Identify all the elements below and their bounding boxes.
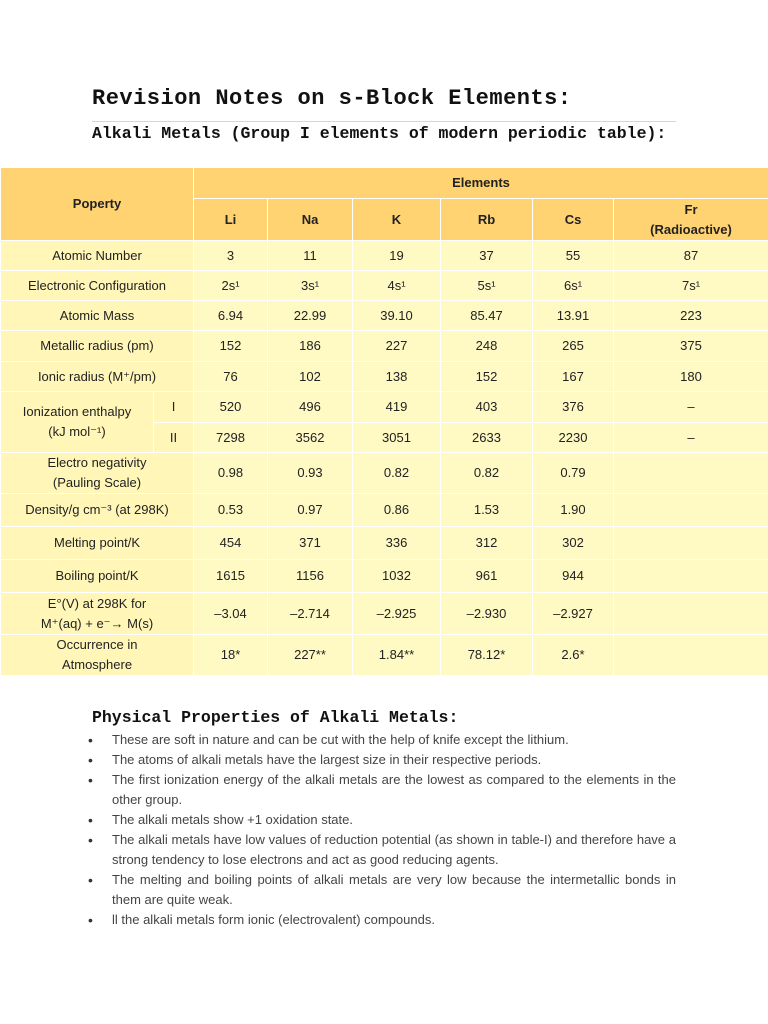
value-cell: 1032 [353,560,441,593]
table-row [1,271,768,301]
value-cell [614,560,768,593]
ionization-sublabel: I [154,392,194,423]
value-cell: 371 [268,527,353,560]
bullet-list [88,730,676,930]
value-cell [614,635,768,676]
value-cell: 0.82 [441,453,533,494]
value-cell: 961 [441,560,533,593]
property-label: Melting point/K [1,527,194,560]
page-title: Revision Notes on s-Block Elements: [92,86,572,111]
value-cell: –2.927 [533,593,614,635]
value-cell: 1615 [194,560,268,593]
bullet-icon: • [88,912,93,928]
bullet-icon: • [88,732,93,748]
value-cell: 7s¹ [614,271,768,301]
value-cell: 0.79 [533,453,614,494]
value-cell: 18* [194,635,268,676]
value-cell: 312 [441,527,533,560]
value-cell: 87 [614,241,768,271]
list-item [88,830,676,870]
value-cell: 403 [441,392,533,423]
list-item-text: These are soft in nature and can be cut with the help of knife except the lithium. [112,732,569,747]
element-header: Cs [533,199,614,241]
value-cell: 22.99 [268,301,353,331]
value-cell: 248 [441,331,533,362]
value-cell: 520 [194,392,268,423]
list-item-text: The atoms of alkali metals have the largest size in their respective periods. [112,752,542,767]
value-cell [614,527,768,560]
property-label: E°(V) at 298K for M⁺(aq) + e⁻→ M(s) [1,593,194,635]
value-cell: 1.84** [353,635,441,676]
element-header: Rb [441,199,533,241]
list-item [88,810,676,830]
value-cell: 223 [614,301,768,331]
list-item-text: The alkali metals have low values of reduction potential (as shown in table-I) and therefore have a strong tendency to lose electrons and act as good reducing agents. [112,832,676,867]
value-cell: 5s¹ [441,271,533,301]
value-cell: 227** [268,635,353,676]
value-cell: 0.86 [353,494,441,527]
list-item [88,910,676,930]
value-cell: 3051 [353,423,441,453]
value-cell: –2.925 [353,593,441,635]
element-header: K [353,199,441,241]
value-cell: 0.93 [268,453,353,494]
element-header: Na [268,199,353,241]
value-cell: 4s¹ [353,271,441,301]
list-item [88,750,676,770]
ionization-sublabel: II [154,423,194,453]
list-item-text: The first ionization energy of the alkali metals are the lowest as compared to the elements in the other group. [112,772,676,807]
value-cell: 6.94 [194,301,268,331]
value-cell: 944 [533,560,614,593]
table-row [1,392,768,423]
table-row [1,331,768,362]
section-title: Physical Properties of Alkali Metals: [92,708,459,727]
table-row [1,494,768,527]
value-cell: 1.90 [533,494,614,527]
value-cell: –3.04 [194,593,268,635]
list-item [88,870,676,910]
value-cell: 496 [268,392,353,423]
value-cell: –2.714 [268,593,353,635]
value-cell: 7298 [194,423,268,453]
list-item [88,730,676,750]
value-cell: 0.82 [353,453,441,494]
value-cell: 3562 [268,423,353,453]
property-label: Occurrence in Atmosphere [1,635,194,676]
value-cell: 3s¹ [268,271,353,301]
table-row [1,453,768,494]
value-cell: 11 [268,241,353,271]
value-cell: 37 [441,241,533,271]
value-cell: 55 [533,241,614,271]
value-cell: 0.53 [194,494,268,527]
value-cell: 302 [533,527,614,560]
list-item [88,770,676,810]
value-cell: 265 [533,331,614,362]
value-cell: – [614,423,768,453]
property-label: Ionic radius (M⁺/pm) [1,362,194,392]
value-cell: 2230 [533,423,614,453]
value-cell: – [614,392,768,423]
value-cell: 227 [353,331,441,362]
list-item-text: The melting and boiling points of alkali metals are very low because the intermetallic bonds in them are quite weak. [112,872,676,907]
table-header-row [1,168,768,199]
elements-header: Elements [194,168,768,199]
bullet-icon: • [88,772,93,788]
value-cell: 102 [268,362,353,392]
value-cell: 0.98 [194,453,268,494]
element-header: Li [194,199,268,241]
table-heading: Alkali Metals (Group I elements of modern periodic table): [92,124,667,143]
bullet-icon: • [88,752,93,768]
table-row [1,635,768,676]
value-cell: 1156 [268,560,353,593]
property-label: Density/g cm⁻³ (at 298K) [1,494,194,527]
table-row [1,362,768,392]
value-cell: 336 [353,527,441,560]
title-divider [92,121,676,122]
value-cell: 2s¹ [194,271,268,301]
element-header: Fr (Radioactive) [614,199,768,241]
bullet-icon: • [88,812,93,828]
table-row [1,301,768,331]
list-item-text: ll the alkali metals form ionic (electrovalent) compounds. [112,912,435,927]
value-cell: 39.10 [353,301,441,331]
value-cell: 19 [353,241,441,271]
value-cell: 13.91 [533,301,614,331]
value-cell: –2.930 [441,593,533,635]
value-cell: 0.97 [268,494,353,527]
value-cell: 152 [441,362,533,392]
bullet-icon: • [88,872,93,888]
property-label: Atomic Mass [1,301,194,331]
property-label: Metallic radius (pm) [1,331,194,362]
property-label: Boiling point/K [1,560,194,593]
value-cell: 167 [533,362,614,392]
value-cell: 376 [533,392,614,423]
property-header: Poperty [1,168,194,241]
table-row [1,560,768,593]
value-cell [614,453,768,494]
value-cell: 6s¹ [533,271,614,301]
property-label: Atomic Number [1,241,194,271]
table-row [1,527,768,560]
bullet-icon: • [88,832,93,848]
property-label: Electronic Configuration [1,271,194,301]
table-row [1,241,768,271]
property-label: Electro negativity (Pauling Scale) [1,453,194,494]
value-cell: 152 [194,331,268,362]
value-cell: 76 [194,362,268,392]
list-item-text: The alkali metals show +1 oxidation state. [112,812,353,827]
alkali-metals-table [0,167,768,676]
value-cell: 1.53 [441,494,533,527]
value-cell: 375 [614,331,768,362]
value-cell: 3 [194,241,268,271]
value-cell: 419 [353,392,441,423]
value-cell: 2.6* [533,635,614,676]
table-row [1,593,768,635]
value-cell: 2633 [441,423,533,453]
value-cell [614,494,768,527]
value-cell: 180 [614,362,768,392]
value-cell: 186 [268,331,353,362]
value-cell: 78.12* [441,635,533,676]
property-label: Ionization enthalpy (kJ mol⁻¹) [1,392,154,453]
value-cell: 138 [353,362,441,392]
value-cell: 85.47 [441,301,533,331]
value-cell: 454 [194,527,268,560]
value-cell [614,593,768,635]
